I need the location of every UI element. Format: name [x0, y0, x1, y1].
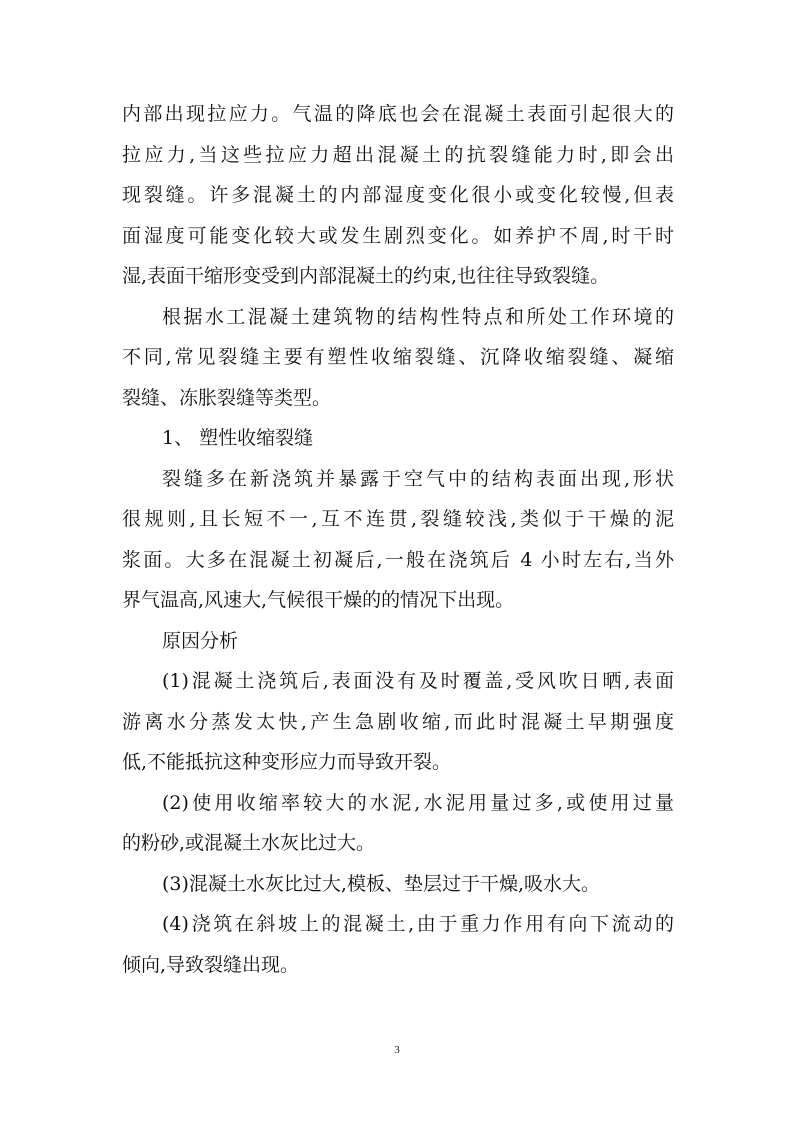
section-heading: 1、 塑性收缩裂缝 — [162, 427, 314, 449]
body-text — [122, 94, 674, 985]
text-line: 裂缝多在新浇筑并暴露于空气中的结构表面出现,形状 — [162, 467, 674, 490]
text-line: 内部出现拉应力。气温的降底也会在混凝土表面引起很大的 — [122, 103, 674, 125]
text-line: 现裂缝。许多混凝土的内部湿度变化很小或变化较慢,但表 — [122, 184, 674, 206]
text-line: (3)混凝土水灰比过大,模板、垫层过于干燥,吸水大。 — [162, 872, 600, 895]
text-line: (1)混凝土浇筑后,表面没有及时覆盖,受风吹日晒,表面 — [162, 670, 674, 692]
page-number: 3 — [394, 1044, 400, 1056]
text-line: 浆面。大多在混凝土初凝后,一般在浇筑后 4 小时左右,当外 — [122, 548, 674, 571]
text-line: 湿,表面干缩形变受到内部混凝土的约束,也往往导致裂缝。 — [122, 265, 610, 287]
text-line: 游离水分蒸发太快,产生急剧收缩,而此时混凝土早期强度 — [122, 710, 674, 733]
text-line: 面湿度可能变化较大或发生剧烈变化。如养护不周,时干时 — [122, 224, 674, 247]
text-line: 的粉砂,或混凝土水灰比过大。 — [122, 832, 376, 854]
text-line: 倾向,导致裂缝出现。 — [122, 953, 300, 976]
text-line: 很规则,且长短不一,互不连贯,裂缝较浅,类似于干燥的泥 — [122, 508, 674, 530]
text-line: 界气温高,风速大,气候很干燥的的情况下出现。 — [122, 589, 515, 611]
text-line: 不同,常见裂缝主要有塑性收缩裂缝、沉降收缩裂缝、凝缩 — [122, 346, 674, 368]
text-line: 根据水工混凝土建筑物的结构性特点和所处工作环境的 — [162, 305, 674, 328]
text-line: 裂缝、冻胀裂缝等类型。 — [122, 386, 332, 409]
subheading: 原因分析 — [162, 629, 239, 652]
text-line: (2)使用收缩率较大的水泥,水泥用量过多,或使用过量 — [162, 791, 674, 814]
text-line: (4)浇筑在斜坡上的混凝土,由于重力作用有向下流动的 — [162, 913, 674, 935]
text-line: 低,不能抵抗这种变形应力而导致开裂。 — [122, 751, 452, 773]
text-line: 拉应力,当这些拉应力超出混凝土的抗裂缝能力时,即会出 — [122, 143, 674, 166]
